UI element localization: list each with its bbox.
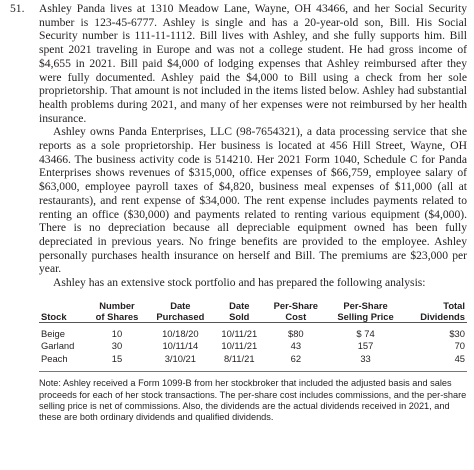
paragraph-stock-intro: Ashley has an extensive stock portfolio and has prepared the following analysis: — [53, 276, 426, 290]
problem-number: 51. — [10, 2, 25, 15]
table-row: Garland 30 10/11/14 10/11/21 43 157 70 — [41, 340, 465, 352]
header-per-share-cost: Per-Share Cost — [273, 299, 318, 322]
problem-51 — [6, 2, 467, 290]
paragraph-background: Ashley Panda lives at 1310 Meadow Lane, Wayne, OH 43466, and her Social Security number is 123-45-6777. Ashley is single and has a 20-year-old son, Bill. His Social Security number is 111-11-1112. Bill lives with Ashley, and she fully supports him. Bill spent 2021 traveling in Europe and was not a college student. He had gross income of $4,655 in 2021. Bill paid $4,000 of lodging expenses that Ashley reimbursed after they were fully documented. Ashley paid the $4,000 to Bill using a check from her sole proprietorship. That amount is not included in the items listed below. Ashley had substantial health problems during 2021, and many of her expenses were not reimbursed by her health insurance. — [39, 2, 467, 125]
header-number-of-shares: Number of Shares — [95, 299, 139, 322]
header-date-purchased: Date Purchased — [156, 299, 205, 322]
table-row: Beige 10 10/18/20 10/11/21 $80 $ 74 $30 — [41, 327, 465, 339]
header-stock: Stock — [41, 310, 67, 322]
table-row: Peach 15 3/10/21 8/11/21 62 33 45 — [41, 352, 465, 364]
header-date-sold: Date Sold — [229, 299, 250, 322]
header-total-dividends: Total Dividends — [420, 299, 465, 322]
table-note: Note: Ashley received a Form 1099-B from her stockbroker that included the adjusted basis and sales proceeds for each of her stock transactions. The per-share cost includes commissions, and the per-share selling price is net of commissions. Also, the dividends are the actual dividends received in 2021, and these are both ordinary dividends and qualified dividends. — [39, 378, 467, 423]
paragraph-business: Ashley owns Panda Enterprises, LLC (98-7654321), a data processing service that she reports as a sole proprietorship. Her business is located at 456 Hill Street, Wayne, OH 43466. The business activity code is 514210. Her 2021 Form 1040, Schedule C for Panda Enterprises shows revenues of $315,000, office expenses of $66,759, employee salary of $63,000, employee payroll taxes of $4,820, business meal expenses of $11,000 (all at restaurants), and rent expense of $34,000. The rent expense includes payments related to renting an office ($30,000) and payments related to renting various equipment ($4,000). There is no depreciation because all depreciable equipment owned has been fully depreciated in previous years. No fringe benefits are provided to the employee. Ashley personally purchases health insurance on herself and Bill. The premiums are $23,000 per year. — [39, 125, 467, 276]
header-selling-price: Per-Share Selling Price — [337, 299, 394, 322]
stock-analysis-table — [39, 300, 467, 424]
table-header-row — [39, 300, 467, 323]
